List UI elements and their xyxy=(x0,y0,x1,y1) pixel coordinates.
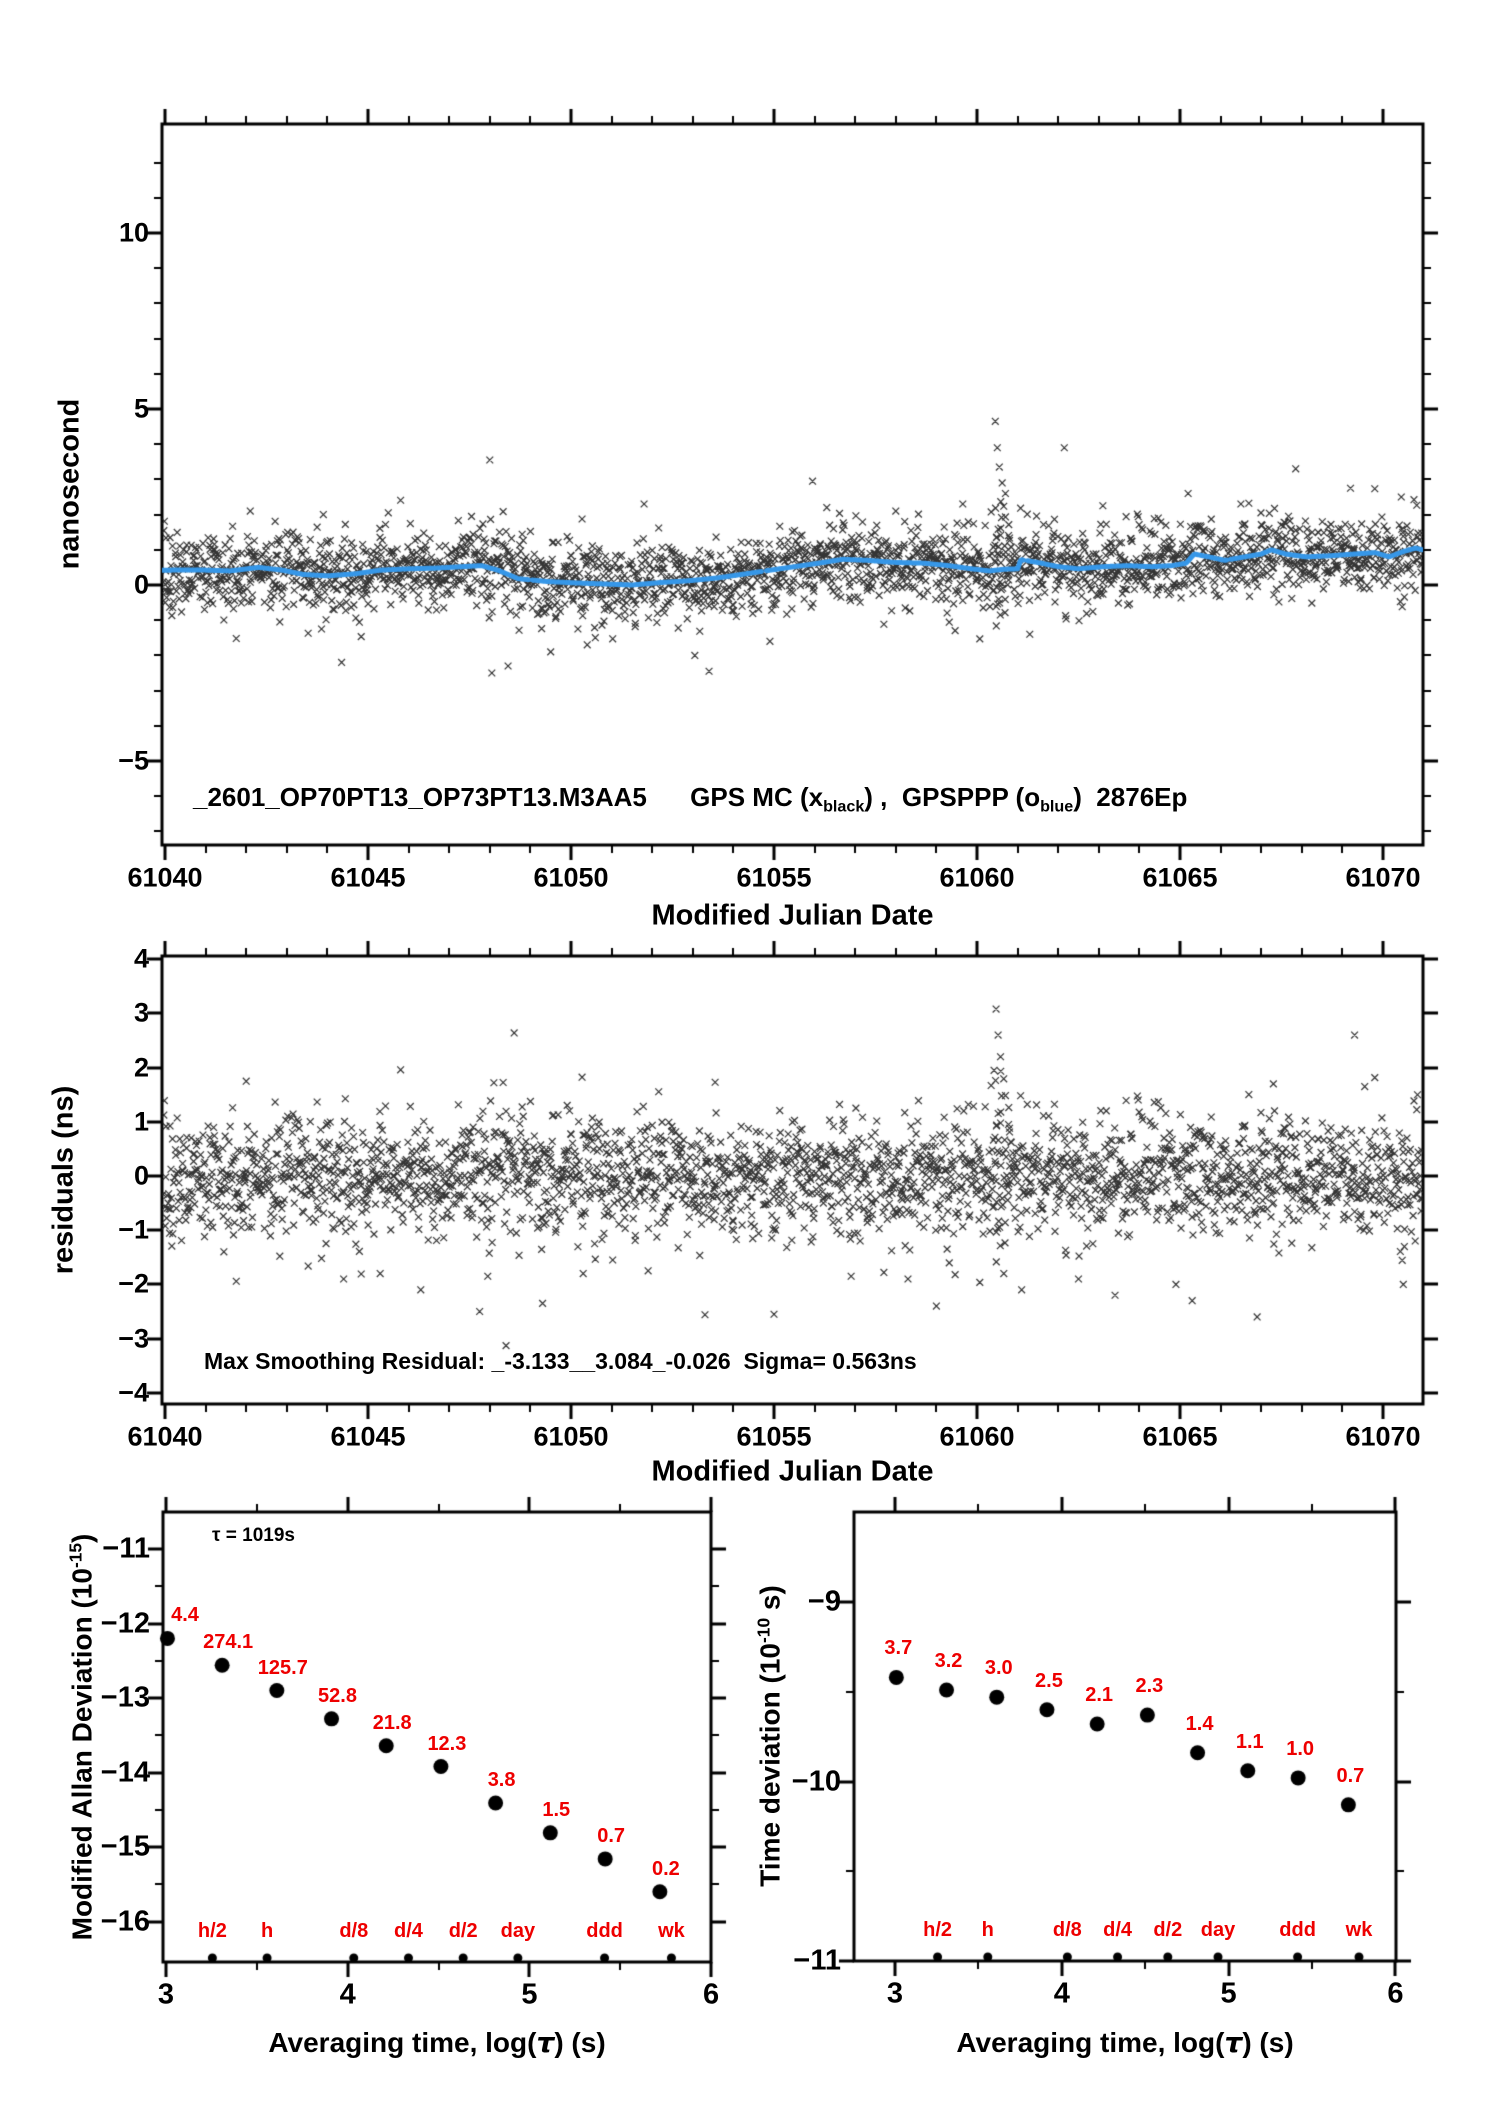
y-tick-label: −16 xyxy=(100,1905,150,1937)
x-tick-label: 61070 xyxy=(1345,1421,1421,1452)
x-tick-label: 61070 xyxy=(1345,862,1421,893)
point-value-label: 3.8 xyxy=(487,1769,516,1792)
tau-marker-label: h xyxy=(260,1920,274,1942)
tau-marker-label: h xyxy=(981,1919,994,1941)
tau-marker-label: ddd xyxy=(1279,1919,1316,1941)
point-value-label: 274.1 xyxy=(203,1631,254,1654)
x-tick-label: 61045 xyxy=(330,862,406,893)
point-value-label: 1.0 xyxy=(1286,1737,1315,1760)
point-value-label: 3.2 xyxy=(934,1649,963,1672)
x-tick-label: 61050 xyxy=(533,1421,609,1452)
point-value-label: 1.5 xyxy=(542,1798,571,1821)
x-axis-title: Modified Julian Date xyxy=(651,899,934,932)
x-tick-label: 5 xyxy=(521,1978,538,2011)
point-value-label: 2.3 xyxy=(1135,1675,1164,1698)
y-tick-label: −15 xyxy=(100,1830,150,1863)
y-tick-label: −5 xyxy=(118,745,149,776)
y-axis-title: Time deviation ($10^{-10}$ s) xyxy=(753,1585,786,1887)
tau-annotation: τ = 1019s xyxy=(212,1525,295,1546)
point-value-label: 1.1 xyxy=(1235,1730,1264,1753)
y-tick-label: −2 xyxy=(118,1268,149,1299)
x-tick-label: 61055 xyxy=(736,862,812,893)
point-value-label: 125.7 xyxy=(257,1656,308,1679)
x-tick-label: 3 xyxy=(886,1977,904,2010)
tau-marker-label: wk xyxy=(658,1920,685,1942)
y-tick-label: −14 xyxy=(100,1756,150,1788)
x-axis-title: Modified Julian Date xyxy=(651,1455,934,1488)
tau-marker-label: ddd xyxy=(586,1920,623,1942)
y-tick-label: −13 xyxy=(100,1681,150,1714)
tau-marker-label: d/8 xyxy=(1052,1919,1082,1941)
y-tick-label: 3 xyxy=(133,997,149,1028)
y-tick-label: −11 xyxy=(793,1944,841,1977)
x-tick-label: 3 xyxy=(157,1978,175,2011)
y-tick-label: −4 xyxy=(118,1377,149,1408)
point-value-label: 1.4 xyxy=(1185,1712,1214,1735)
tau-marker-label: h/2 xyxy=(923,1919,953,1941)
x-tick-label: 61065 xyxy=(1142,1421,1218,1452)
point-value-label: 3.7 xyxy=(884,1637,913,1660)
x-tick-label: 61060 xyxy=(939,1421,1015,1452)
x-tick-label: 61060 xyxy=(939,862,1015,893)
x-tick-label: 61055 xyxy=(736,1421,812,1452)
point-value-label: 0.2 xyxy=(651,1857,680,1880)
y-axis-title: nanosecond xyxy=(53,398,86,570)
y-tick-label: −10 xyxy=(791,1765,841,1797)
x-tick-label: 61065 xyxy=(1142,862,1218,893)
tau-marker-label: day xyxy=(1200,1919,1236,1941)
tau-marker-label: d/4 xyxy=(394,1920,423,1942)
point-value-label: 3.0 xyxy=(984,1657,1013,1680)
tau-marker-label: h/2 xyxy=(197,1920,227,1942)
point-value-label: 2.5 xyxy=(1035,1669,1063,1692)
y-tick-label: −9 xyxy=(807,1585,841,1618)
x-tick-label: 61045 xyxy=(330,1421,406,1452)
y-axis-title: Modified Allan Deviation $(10^{-15})$ xyxy=(65,1533,98,1941)
x-tick-label: 61040 xyxy=(127,1421,203,1452)
y-tick-label: 0 xyxy=(133,1160,149,1191)
tau-marker-label: d/4 xyxy=(1103,1919,1133,1941)
tau-marker-label: d/2 xyxy=(448,1920,478,1942)
point-value-label: 4.4 xyxy=(171,1604,199,1627)
x-tick-label: 4 xyxy=(339,1978,356,2011)
tau-marker-label: wk xyxy=(1345,1919,1373,1941)
y-tick-label: 5 xyxy=(133,393,149,424)
point-value-label: 21.8 xyxy=(372,1711,412,1734)
x-tick-label: 61040 xyxy=(127,862,203,893)
y-tick-label: −3 xyxy=(118,1323,149,1354)
y-tick-label: 10 xyxy=(118,217,149,248)
residuals-annotation: Max Smoothing Residual: _-3.133__3.084_-0.026 Sigma= 0.563ns xyxy=(204,1348,917,1374)
gps-link-annotation: _2601_OP70PT13_OP73PT13.M3AA5 GPS MC $(x_{black})$ , GPSPPP $(o_{blue})$ 2876Ep xyxy=(193,782,1188,816)
x-axis-title: Averaging time, log(τ) (s) xyxy=(956,2026,1294,2059)
x-axis-title: Averaging time, log(τ) (s) xyxy=(268,2026,606,2059)
point-value-label: 0.7 xyxy=(1336,1764,1365,1787)
x-tick-label: 6 xyxy=(1387,1977,1404,2010)
point-value-label: 12.3 xyxy=(427,1732,467,1755)
y-tick-label: −12 xyxy=(100,1607,150,1639)
tau-marker-label: d/8 xyxy=(339,1920,369,1942)
y-tick-label: 4 xyxy=(133,943,149,974)
point-value-label: 0.7 xyxy=(597,1824,626,1847)
x-tick-label: 4 xyxy=(1053,1977,1070,2010)
tau-marker-label: d/2 xyxy=(1153,1919,1183,1941)
x-tick-label: 5 xyxy=(1220,1977,1237,2010)
y-axis-title: residuals (ns) xyxy=(47,1085,80,1275)
y-tick-label: −11 xyxy=(102,1532,150,1565)
point-value-label: 52.8 xyxy=(318,1684,357,1707)
y-tick-label: 2 xyxy=(133,1052,149,1083)
y-tick-label: 1 xyxy=(133,1106,149,1137)
x-tick-label: 6 xyxy=(703,1978,720,2011)
x-tick-label: 61050 xyxy=(533,862,609,893)
y-tick-label: 0 xyxy=(133,569,149,600)
tau-marker-label: day xyxy=(500,1920,536,1942)
point-value-label: 2.1 xyxy=(1085,1684,1114,1707)
y-tick-label: −1 xyxy=(118,1214,149,1245)
